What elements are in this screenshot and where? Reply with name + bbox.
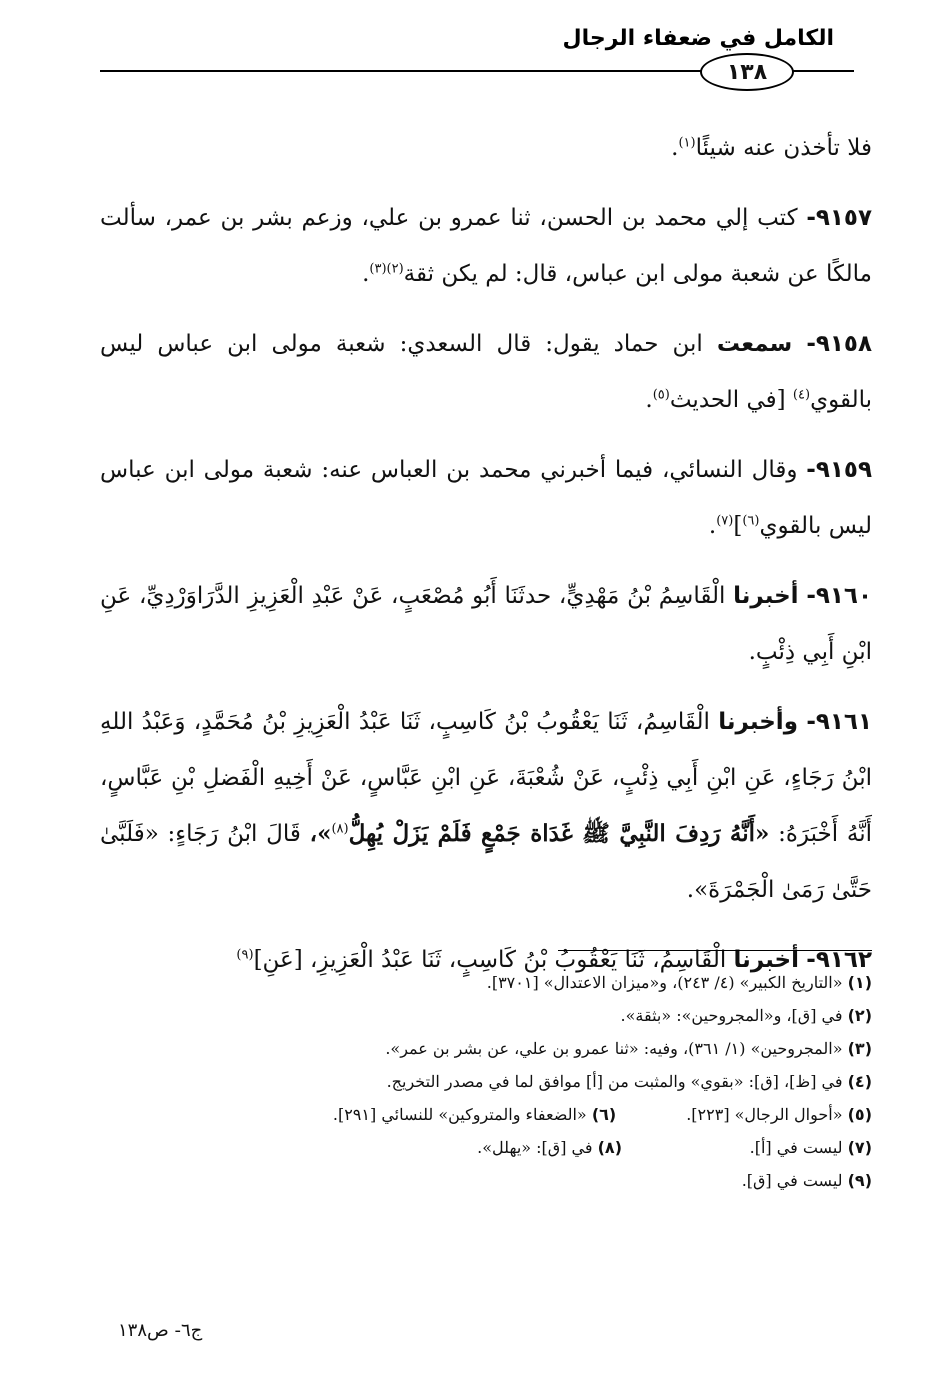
- paragraph-intro: فلا تأخذن عنه شيئًا$^{(١)}$.: [671, 135, 872, 161]
- footnote-ref: (٧): [716, 513, 734, 529]
- entry-number: ٩١٥٩-: [806, 457, 872, 483]
- footnote-ref: (٢)(٣): [369, 261, 404, 277]
- keyword: أخبرنا: [733, 583, 799, 609]
- main-text: [100, 120, 872, 1002]
- footnote: (٧) ليست في [أ].: [749, 1138, 872, 1157]
- footnote: (٤) في [ظ]، [ق]: «بقوي» والمثبت من [أ] موافق لما في مصدر التخريج.: [386, 1072, 872, 1091]
- entry-number: ٩١٥٨-: [806, 331, 873, 357]
- keyword: سمعت: [716, 331, 793, 357]
- footnote: (٦) «الضعفاء والمتروكين» للنسائي [٢٩١].: [332, 1105, 617, 1124]
- entry-9157: ٩١٥٧- كتب إلي محمد بن الحسن، ثنا عمرو بن علي، وزعم بشر بن عمر، سألت مالكًا عن شعبة مولى ابن عباس، قال: لم يكن ثقة$^{(٢)(٣)}$.: [100, 205, 873, 287]
- entry-number: ٩١٦٢-: [806, 947, 872, 973]
- footnote-ref: (٥): [652, 387, 670, 403]
- entry-9162: ٩١٦٢- أخبرنا الْقَاسِمُ، ثَنَا يَعْقُوبُ بْنُ كَاسِبٍ، ثَنَا عَبْدُ الْعَزِيزِ، [عَنِ]$^{(٩)}$: [236, 947, 872, 973]
- keyword: وأخبرنا: [718, 709, 798, 735]
- footnote: (٢) في [ق]، و«المجروحين»: «بثقة».: [620, 1006, 872, 1025]
- footnotes: [100, 966, 872, 1197]
- footnote-ref: (٩): [236, 947, 254, 963]
- keyword: أخبرنا: [733, 947, 799, 973]
- footnote: (٣) «المجروحين» (١/ ٣٦١)، وفيه: «ثنا عمرو بن علي، عن بشر بن عمر».: [385, 1039, 872, 1058]
- footnote: (٥) «أحوال الرجال» [٢٢٣].: [686, 1105, 872, 1124]
- entry-9158: ٩١٥٨- سمعت ابن حماد يقول: قال السعدي: شعبة مولى ابن عباس ليس بالقوي$^{(٤)}$ [في الحديث$^{(٥)}$.: [100, 331, 873, 413]
- entry-number: ٩١٥٧-: [806, 205, 873, 231]
- footnote-ref: (١): [678, 135, 696, 151]
- footnote-pair: [100, 1098, 872, 1131]
- footnote-ref: (٨): [331, 821, 349, 837]
- entry-number: ٩١٦٠-: [806, 583, 873, 609]
- entry-number: ٩١٦١-: [806, 709, 873, 735]
- hadith-text: «أَنَّهُ رَدِفَ النَّبِيَّ ﷺ غَدَاة جَمْعٍ فَلَمْ يَزَلْ يُهِلُّ: [348, 820, 770, 847]
- entry-9161: ٩١٦١- وأخبرنا الْقَاسِمُ، ثَنَا يَعْقُوبُ بْنُ كَاسِبٍ، ثَنَا عَبْدُ الْعَزِيزِ بْنُ مُحَمَّدٍ، وَعَبْدُ اللهِ ابْنُ رَجَاءٍ، عَنِ ابْنِ أَبِي ذِئْبٍ، عَنْ شُعْبَةَ، عَنِ ابْنِ عَبَّاسٍ، عَنْ أَخِيهِ الْفَضلِ بْنِ عَبَّاسٍ، أَنَّهُ أَخْبَرَهُ: «أَنَّهُ رَدِفَ النَّبِيَّ ﷺ غَدَاة جَمْعٍ فَلَمْ يَزَلْ يُهِلُّ$^{(٨)}$»، قَالَ ابْنُ رَجَاءٍ: «فَلَبَّىٰ حَتَّىٰ رَمَىٰ الْجَمْرَةَ».: [100, 709, 873, 903]
- footnote-ref: (٦): [742, 513, 760, 529]
- volume-page-reference: ج٦- ص١٣٨: [118, 1320, 203, 1341]
- footnote: (٨) في [ق]: «يهلل».: [477, 1138, 622, 1157]
- footnote-pair: [100, 1131, 872, 1164]
- footnote: (٩) ليست في [ق].: [741, 1171, 872, 1190]
- entry-9160: ٩١٦٠- أخبرنا الْقَاسِمُ بْنُ مَهْدِيٍّ، حدثَنَا أَبُو مُصْعَبٍ، عَنْ عَبْدِ الْعَزِيزِ الدَّرَاوَرْدِيِّ، عَنِ ابْنِ أَبِي ذِئْبٍ.: [100, 583, 873, 665]
- footnote-ref: (٤): [792, 387, 811, 403]
- footnote-rule: [558, 950, 872, 951]
- entry-9159: ٩١٥٩- وقال النسائي، فيما أخبرني محمد بن العباس عنه: شعبة مولى ابن عباس ليس بالقوي$^{(٦)}$]$^{(٧)}$.: [100, 457, 872, 539]
- page-number: ١٣٨: [700, 53, 794, 91]
- book-title: الكامل في ضعفاء الرجال: [562, 26, 834, 51]
- footnote: (١) «التاريخ الكبير» (٤/ ٢٤٣)، و«ميزان الاعتدال» [٣٧٠١].: [486, 973, 872, 992]
